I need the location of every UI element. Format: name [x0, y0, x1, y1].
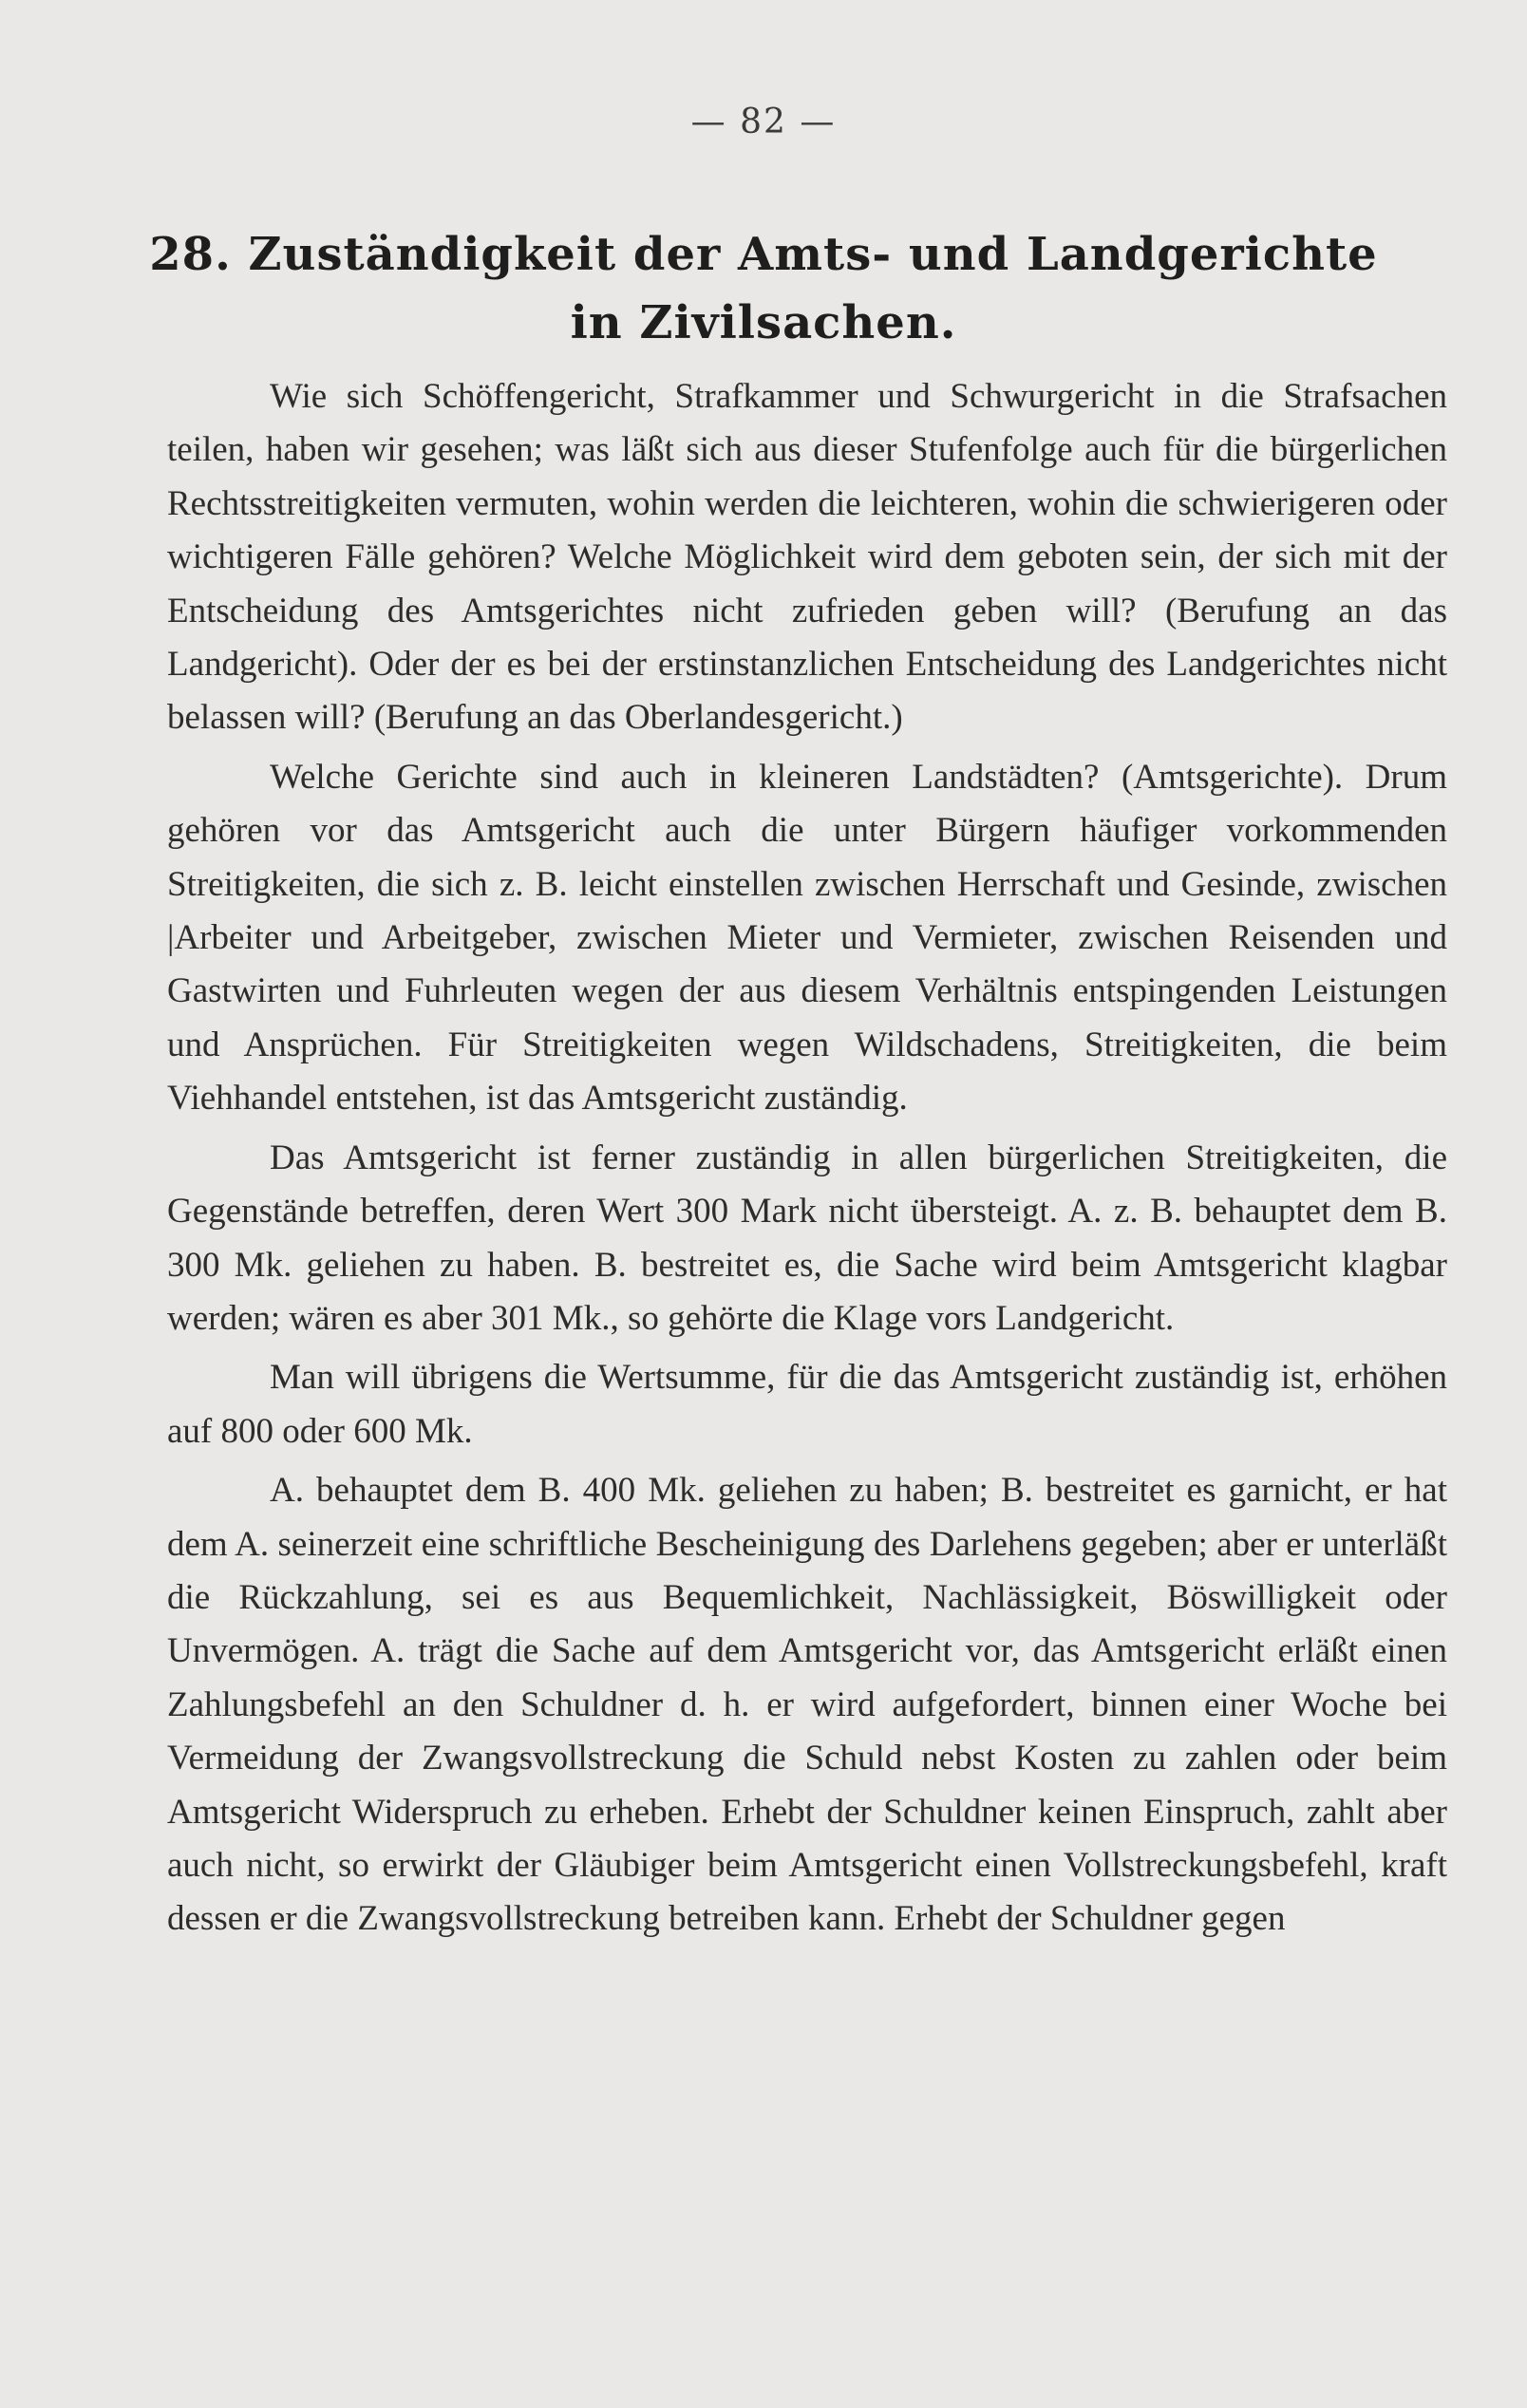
paragraph: Wie sich Schöffengericht, Strafkammer und Schwurgericht in die Strafsachen teilen, haben wir gesehen; was läßt sich aus dieser Stufenfolge auch für die bürgerlichen Rechtsstreitigkeiten vermuten, wohin werden die leichteren, wohin die schwierigeren oder wichtigeren Fälle gehören? Welche Möglichkeit wird dem geboten sein, der sich mit der Entscheidung des Amtsgerichtes nicht zufrieden geben will? (Berufung an das Landgericht). Oder der es bei der erstinstanzlichen Entscheidung des Landgerichtes nicht belassen will? (Berufung an das Oberlandesgericht.) [167, 377, 1447, 738]
body-text [167, 370, 1447, 1947]
section-title [0, 220, 1527, 357]
page-number: — 82 — [690, 103, 837, 141]
paragraph: Man will übrigens die Wertsumme, für die das Amtsgericht zuständig ist, erhöhen auf 800 oder 600 Mk. [167, 1358, 1447, 1451]
section-title-line-1: 28. Zuständigkeit der Amts- und Landgerichte [149, 228, 1378, 281]
paragraph: A. behauptet dem B. 400 Mk. geliehen zu haben; B. bestreitet es garnicht, er hat dem A. seinerzeit eine schriftliche Bescheinigung des Darlehens gegeben; aber er unterläßt die Rückzahlung, sei es aus Bequemlichkeit, Nachlässigkeit, Böswilligkeit oder Unvermögen. A. trägt die Sache auf dem Amtsgericht vor, das Amtsgericht erläßt einen Zahlungsbefehl an den Schuldner d. h. er wird aufgefordert, binnen einer Woche bei Vermeidung der Zwangsvollstreckung die Schuld nebst Kosten zu zahlen oder beim Amtsgericht Widerspruch zu erheben. Erhebt der Schuldner keinen Einspruch, zahlt aber auch nicht, so erwirkt der Gläubiger beim Amtsgericht einen Vollstreckungsbefehl, kraft dessen er die Zwangsvollstreckung betreiben kann. Erhebt der Schuldner gegen [167, 1471, 1447, 1939]
paragraph: Das Amtsgericht ist ferner zuständig in allen bürgerlichen Streitigkeiten, die Gegenstände betreffen, deren Wert 300 Mark nicht übersteigt. A. z. B. behauptet dem B. 300 Mk. geliehen zu haben. B. bestreitet es, die Sache wird beim Amtsgericht klagbar werden; wären es aber 301 Mk., so gehörte die Klage vors Landgericht. [167, 1138, 1447, 1338]
paragraph: Welche Gerichte sind auch in kleineren Landstädten? (Amtsgerichte). Drum gehören vor das Amtsgericht auch die unter Bürgern häufiger vorkommenden Streitigkeiten, die sich z. B. leicht einstellen zwischen Herrschaft und Gesinde, zwischen |Arbeiter und Arbeitgeber, zwischen Mieter und Vermieter, zwischen Reisenden und Gastwirten und Fuhrleuten wegen der aus diesem Verhältnis entspingenden Leistungen und Ansprüchen. Für Streitigkeiten wegen Wildschadens, Streitigkeiten, die beim Viehhandel entstehen, ist das Amtsgericht zuständig. [167, 757, 1447, 1119]
section-title-line-2: in Zivilsachen. [570, 296, 957, 349]
